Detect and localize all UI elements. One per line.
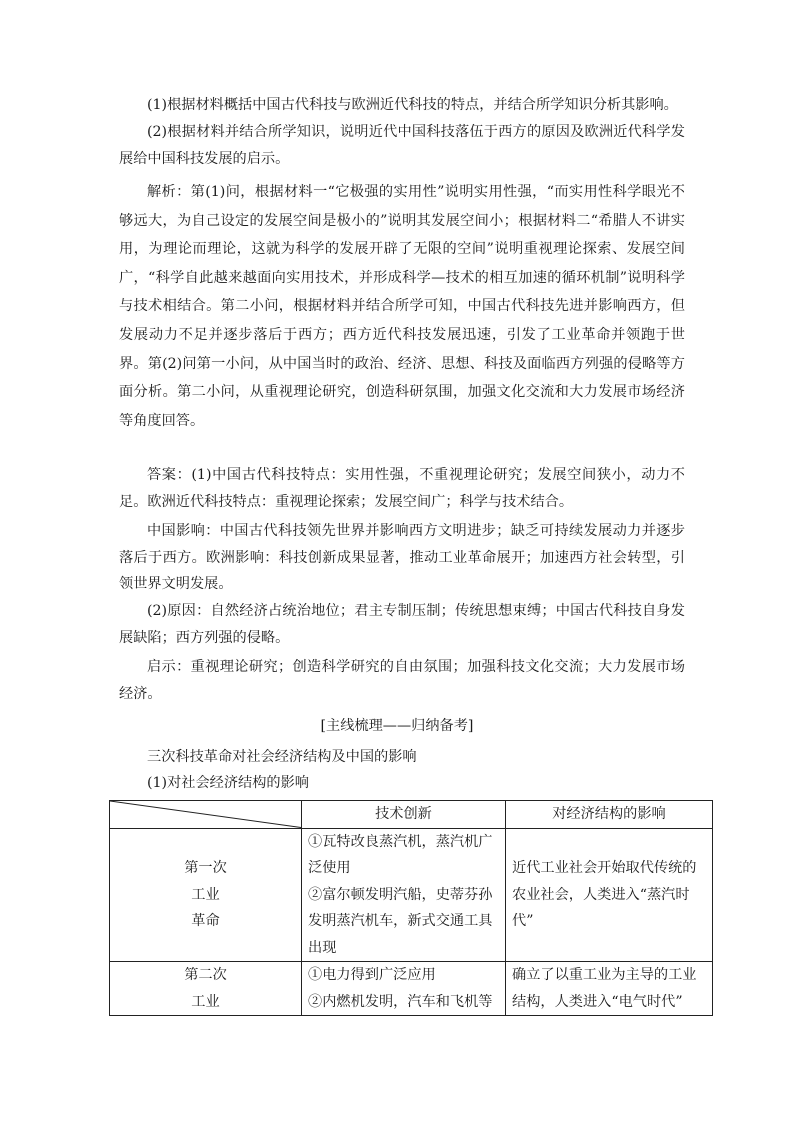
- answer-paragraph-2: 中国影响：中国古代科技领先世界并影响西方文明进步；缺乏可持续发展动力并逐步落后于西方。欧洲影响：科技创新成果显著，推动工业革命展开；加速西方社会转型，引领世界文明发展。: [119, 523, 685, 592]
- row-name-cell: [110, 828, 302, 962]
- row-name-line: 第二次: [184, 967, 227, 983]
- row-impact-cell: 近代工业社会开始取代传统的农业社会，人类进入“蒸汽时代”: [506, 828, 713, 962]
- row-name-line: 工业: [191, 886, 220, 903]
- section-topic: 三次科技革命对社会经济结构及中国的影响: [147, 749, 417, 765]
- table-corner-cell: [110, 801, 302, 829]
- section-subtitle: (1)对社会经济结构的影响: [147, 775, 309, 791]
- row-name-cell: [110, 962, 302, 1016]
- row-name-line: 革命: [191, 913, 220, 929]
- section-title: [主线梳理——归纳备考]: [320, 718, 474, 734]
- tech-item: ①电力得到广泛应用: [308, 967, 436, 983]
- table-header-impact: 对经济结构的影响: [506, 801, 713, 829]
- diagonal-line: [110, 801, 301, 828]
- analysis-paragraph: 解析：第(1)问，根据材料一“它极强的实用性”说明实用性强，“而实用性科学眼光不够远大，为自己设定的发展空间是极小的”说明其发展空间小；根据材料二“希腊人不讲实用，为理论而理论，这就为科学的发展开辟了无限的空间”说明重视理论探索、发展空间广，“科学自此越来越面向实用技术，并形成科学—技术的相互加速的循环机制”说明科学与技术相结合。第二小问，根据材料并结合所学可知，中国古代科技先进并影响西方，但发展动力不足并逐步落后于西方；西方近代科技发展迅速，引发了工业革命并领跑于世界。第(2)问第一小问，从中国当时的政治、经济、思想、科技及面临西方列强的侵略等方面分析。第二小问，从重视理论研究，创造科研氛围，加强文化交流和大力发展市场经济等角度回答。: [119, 184, 685, 429]
- page-bottom-margin: [0, 1021, 794, 1123]
- table-header-tech: 技术创新: [302, 801, 506, 829]
- answer-paragraph-4: 启示：重视理论研究；创造科学研究的自由氛围；加强科技文化交流；大力发展市场经济。: [119, 659, 685, 702]
- question-2: (2)根据材料并结合所学知识，说明近代中国科技落伍于西方的原因及欧洲近代科学发展给中国科技发展的启示。: [119, 124, 685, 167]
- tech-item: ①瓦特改良蒸汽机，蒸汽机广泛使用: [308, 833, 493, 876]
- question-1: (1)根据材料概括中国古代科技与欧洲近代科技的特点，并结合所学知识分析其影响。: [147, 97, 678, 113]
- row-tech-cell: [302, 962, 506, 1016]
- tech-item: ②富尔顿发明汽船，史蒂芬孙发明蒸汽机车，新式交通工具出现: [308, 886, 493, 956]
- row-impact-cell: 确立了以重工业为主导的工业结构，人类进入“电气时代”: [506, 962, 713, 1016]
- tech-item: ②内燃机发明，汽车和飞机等: [308, 993, 493, 1010]
- table-row: [110, 828, 713, 962]
- table-row: [110, 962, 713, 1016]
- row-name-line: 工业: [191, 993, 220, 1010]
- answer-paragraph-3: (2)原因：自然经济占统治地位；君主专制压制；传统思想束缚；中国古代科技自身发展缺陷；西方列强的侵略。: [119, 603, 685, 646]
- row-tech-cell: [302, 828, 506, 962]
- row-name-line: 第一次: [184, 860, 227, 876]
- table-header-row: [110, 801, 713, 829]
- answer-paragraph-1: 答案：(1)中国古代科技特点：实用性强，不重视理论研究；发展空间狭小，动力不足。欧洲近代科技特点：重视理论探索；发展空间广；科学与技术结合。: [119, 467, 685, 510]
- revolution-table: [109, 800, 713, 1016]
